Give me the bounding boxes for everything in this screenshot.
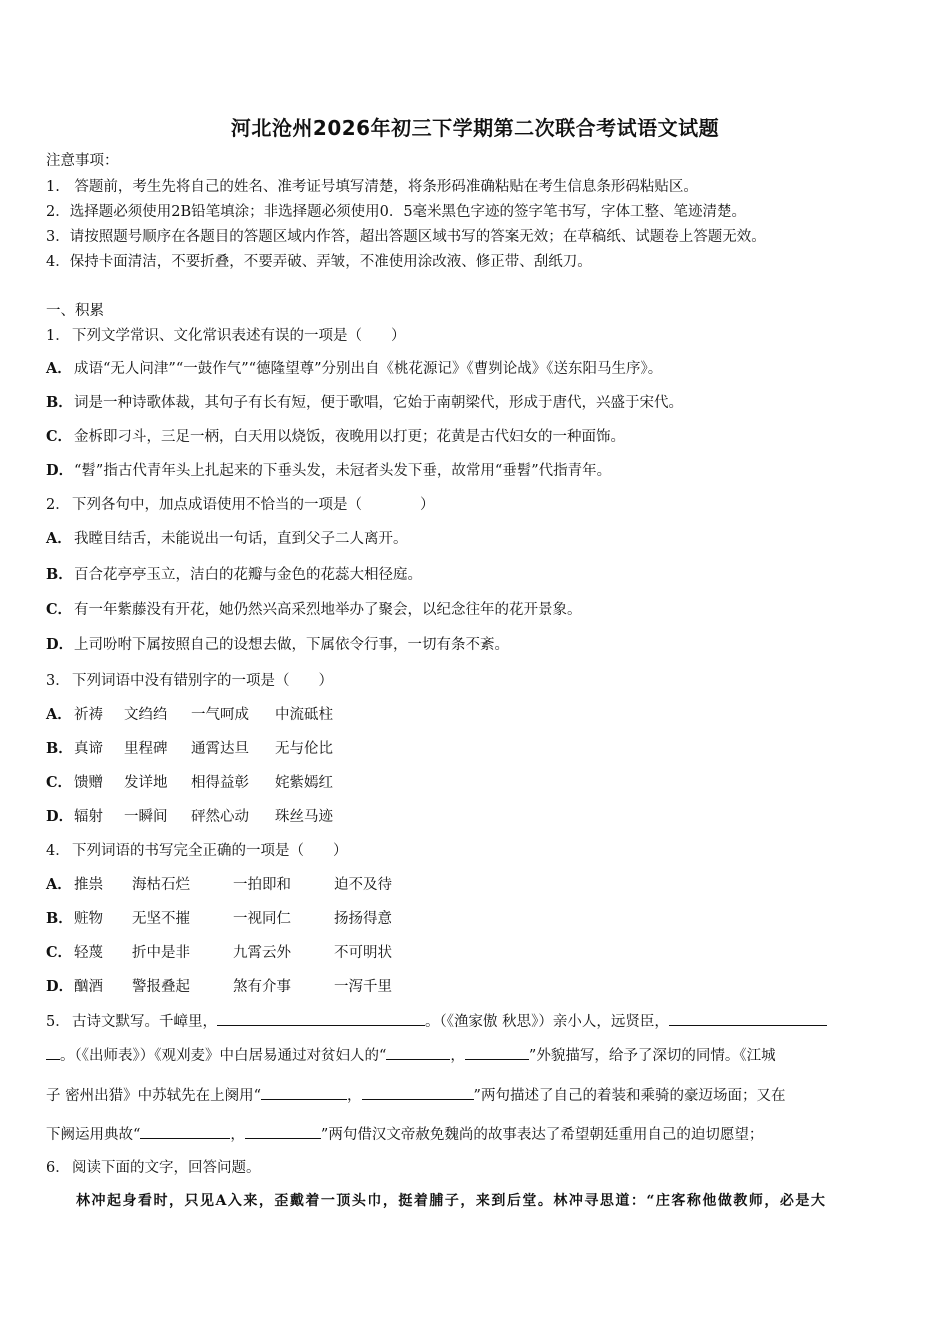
option-word: 推祟 bbox=[74, 877, 103, 893]
option-text: 百合花亭亭玉立，洁白的花瓣与金色的花蕊大相径庭。 bbox=[74, 567, 422, 583]
option-word: 姹紫嫣红 bbox=[275, 775, 333, 791]
option-label: D． bbox=[46, 978, 74, 995]
option-text: 金柝即刁斗，三足一柄，白天用以烧饭，夜晚用以打更；花黄是古代妇女的一种面饰。 bbox=[74, 429, 625, 445]
q5-text: ， bbox=[450, 1048, 465, 1064]
question-2 bbox=[46, 495, 435, 515]
option-word: 辐射 bbox=[74, 809, 103, 825]
option-word: 发详地 bbox=[124, 775, 168, 791]
answer-blank[interactable] bbox=[362, 1085, 474, 1100]
page-title: 河北沧州2026年初三下学期第二次联合考试语文试题 bbox=[230, 116, 720, 140]
option-label: A． bbox=[46, 706, 72, 723]
option-word: 折中是非 bbox=[132, 945, 190, 961]
option-word: 一视同仁 bbox=[233, 911, 291, 927]
answer-blank[interactable] bbox=[140, 1124, 230, 1139]
answer-blank[interactable] bbox=[245, 1124, 321, 1139]
option-word: 无与伦比 bbox=[275, 741, 333, 757]
question-number: 5． bbox=[46, 1014, 70, 1030]
option-text: 词是一种诗歌体裁，其句子有长有短，便于歌唱，它始于南朝梁代，形成于唐代，兴盛于宋代。 bbox=[74, 395, 683, 411]
q5-text: ， bbox=[347, 1088, 362, 1104]
option-word: 中流砥柱 bbox=[275, 707, 333, 723]
option-word: 文绉绉 bbox=[124, 707, 168, 723]
answer-blank[interactable] bbox=[217, 1011, 425, 1026]
q5-text: 古诗文默写。千嶂里， bbox=[72, 1014, 217, 1030]
question-5-line-3 bbox=[46, 1085, 785, 1106]
q2-option-c bbox=[46, 600, 582, 620]
option-word: 砰然心动 bbox=[191, 809, 249, 825]
answer-blank[interactable] bbox=[465, 1045, 529, 1060]
option-label: D． bbox=[46, 462, 74, 479]
option-word: 里程碑 bbox=[124, 741, 168, 757]
q3-option-d bbox=[46, 807, 333, 827]
option-text: 上司吩咐下属按照自己的设想去做，下属依令行事，一切有条不紊。 bbox=[74, 637, 509, 653]
option-word: 祈祷 bbox=[74, 707, 103, 723]
q2-option-b bbox=[46, 565, 422, 585]
question-stem: 阅读下面的文字，回答问题。 bbox=[72, 1160, 261, 1176]
answer-blank[interactable] bbox=[386, 1045, 450, 1060]
answer-blank[interactable] bbox=[46, 1045, 60, 1060]
q5-text: ”两句借汉文帝赦免魏尚的故事表达了希望朝廷重用自己的迫切愿望； bbox=[320, 1127, 764, 1143]
question-stem: 下列文学常识、文化常识表述有误的一项是（ ） bbox=[72, 328, 406, 344]
question-4 bbox=[46, 841, 348, 861]
option-text: 有一年紫藤没有开花，她仍然兴高采烈地举办了聚会，以纪念往年的花开景象。 bbox=[74, 602, 582, 618]
notice-item: 2．选择题必须使用2B铅笔填涂；非选择题必须使用0．5毫米黑色字迹的签字笔书写，字体工整、笔迹清楚。 bbox=[46, 204, 747, 220]
question-number: 3． bbox=[46, 673, 70, 689]
option-word: 迫不及待 bbox=[334, 877, 392, 893]
option-label: D． bbox=[46, 808, 74, 825]
option-word: 一瞬间 bbox=[124, 809, 168, 825]
q5-text: ”两句描述了自己的着装和乘骑的豪迈场面；又在 bbox=[473, 1088, 786, 1104]
question-5-line-2 bbox=[46, 1045, 776, 1066]
q2-option-a bbox=[46, 529, 408, 549]
option-word: 赃物 bbox=[74, 911, 103, 927]
q5-text: ， bbox=[230, 1127, 245, 1143]
q5-text: 子 密州出猎》中苏轼先在上阕用“ bbox=[46, 1088, 262, 1104]
question-stem: 下列词语中没有错别字的一项是（ ） bbox=[72, 673, 333, 689]
option-label: C． bbox=[46, 601, 73, 618]
question-number: 4． bbox=[46, 843, 70, 859]
question-5-line-4 bbox=[46, 1124, 763, 1145]
option-label: C． bbox=[46, 944, 73, 961]
question-6 bbox=[46, 1158, 261, 1178]
q3-option-b bbox=[46, 739, 333, 759]
q1-option-c bbox=[46, 427, 625, 447]
option-word: 珠丝马迹 bbox=[275, 809, 333, 825]
option-word: 无坚不摧 bbox=[132, 911, 190, 927]
option-label: B． bbox=[46, 394, 73, 411]
question-stem: 下列各句中，加点成语使用不恰当的一项是（ ） bbox=[72, 497, 435, 513]
question-3 bbox=[46, 671, 333, 691]
question-number: 6． bbox=[46, 1160, 70, 1176]
option-label: D． bbox=[46, 636, 74, 653]
q2-option-d bbox=[46, 635, 509, 655]
notice-item: 1. 答题前，考生先将自己的姓名、准考证号填写清楚，将条形码准确粘贴在考生信息条形码粘贴区。 bbox=[46, 179, 698, 195]
q5-text: 下阙运用典故“ bbox=[46, 1127, 141, 1143]
answer-blank[interactable] bbox=[261, 1085, 347, 1100]
option-label: A． bbox=[46, 530, 72, 547]
option-word: 馈赠 bbox=[74, 775, 103, 791]
option-label: B． bbox=[46, 910, 73, 927]
option-word: 警报叠起 bbox=[132, 979, 190, 995]
q1-option-b bbox=[46, 393, 683, 413]
option-word: 通霄达旦 bbox=[191, 741, 249, 757]
question-number: 1． bbox=[46, 328, 70, 344]
q4-option-c bbox=[46, 943, 392, 963]
q1-option-a bbox=[46, 359, 662, 379]
q3-option-a bbox=[46, 705, 333, 725]
question-number: 2． bbox=[46, 497, 70, 513]
option-word: 相得益彰 bbox=[191, 775, 249, 791]
q1-option-d bbox=[46, 461, 611, 481]
option-word: 九霄云外 bbox=[233, 945, 291, 961]
q5-text: 。（《渔家傲 秋思》）亲小人，远贤臣， bbox=[425, 1014, 669, 1030]
option-word: 轻蔑 bbox=[74, 945, 103, 961]
option-word: 一泻千里 bbox=[334, 979, 392, 995]
option-label: C． bbox=[46, 428, 73, 445]
reading-passage: 林冲起身看时，只见A入来，歪戴着一顶头巾，挺着脯子，来到后堂。林冲寻思道：“庄客称他做教师，必是大 bbox=[76, 1193, 827, 1209]
q4-option-d bbox=[46, 977, 392, 997]
option-word: 一拍即和 bbox=[233, 877, 291, 893]
q4-option-b bbox=[46, 909, 392, 929]
option-label: B． bbox=[46, 740, 73, 757]
option-label: A． bbox=[46, 360, 72, 377]
answer-blank[interactable] bbox=[669, 1011, 827, 1026]
question-stem: 下列词语的书写完全正确的一项是（ ） bbox=[72, 843, 348, 859]
q5-text: 。（《出师表》）《观刈麦》中白居易通过对贫妇人的“ bbox=[60, 1048, 387, 1064]
section-heading: 一、积累 bbox=[46, 303, 104, 319]
q5-text: ”外貌描写，给予了深切的同情。《江城 bbox=[528, 1048, 776, 1064]
option-word: 真谛 bbox=[74, 741, 103, 757]
option-text: 成语“无人问津”“一鼓作气”“德隆望尊”分别出自《桃花源记》《曹刿论战》《送东阳马生序》。 bbox=[74, 361, 663, 377]
notice-item: 4．保持卡面清洁，不要折叠，不要弄破、弄皱，不准使用涂改液、修正带、刮纸刀。 bbox=[46, 254, 592, 270]
question-1 bbox=[46, 326, 406, 346]
option-text: 我瞠目结舌，未能说出一句话，直到父子二人离开。 bbox=[74, 531, 408, 547]
option-word: 不可明状 bbox=[334, 945, 392, 961]
option-label: B． bbox=[46, 566, 73, 583]
option-label: A． bbox=[46, 876, 72, 893]
option-word: 一气呵成 bbox=[191, 707, 249, 723]
q3-option-c bbox=[46, 773, 333, 793]
option-word: 海枯石烂 bbox=[132, 877, 190, 893]
notice-heading: 注意事项： bbox=[46, 153, 119, 169]
option-word: 煞有介事 bbox=[233, 979, 291, 995]
option-word: 扬扬得意 bbox=[334, 911, 392, 927]
option-text: “髫”指古代青年头上扎起来的下垂头发，未冠者头发下垂，故常用“垂髫”代指青年。 bbox=[74, 463, 612, 479]
notice-item: 3．请按照题号顺序在各题目的答题区域内作答，超出答题区域书写的答案无效；在草稿纸、试题卷上答题无效。 bbox=[46, 229, 766, 245]
option-word: 酗酒 bbox=[74, 979, 103, 995]
q4-option-a bbox=[46, 875, 392, 895]
question-5-line-1 bbox=[46, 1011, 827, 1032]
option-label: C． bbox=[46, 774, 73, 791]
